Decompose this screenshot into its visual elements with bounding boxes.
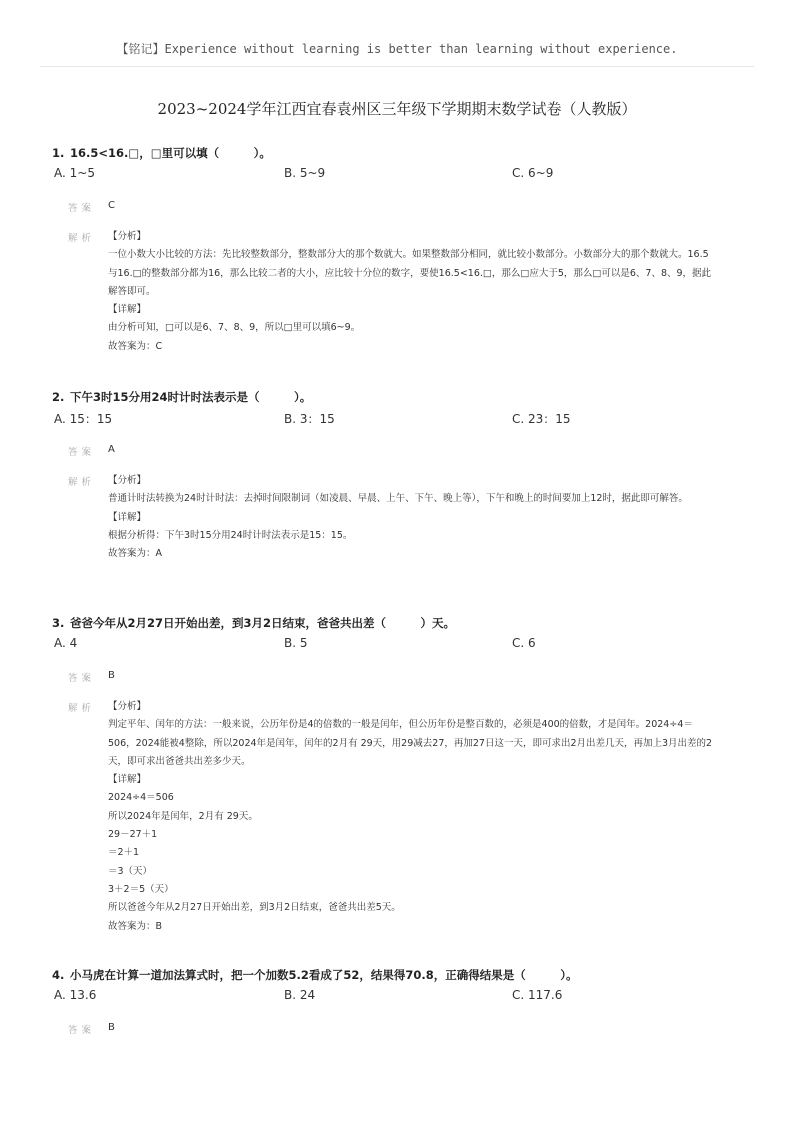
question-number: 2. bbox=[52, 390, 65, 404]
explanation-line: 2024÷4＝506 bbox=[108, 792, 174, 804]
option-c[interactable]: C. 23：15 bbox=[512, 412, 571, 426]
question-number: 4. bbox=[52, 968, 65, 982]
question-number: 3. bbox=[52, 616, 65, 630]
explanation-line: ＝3（天） bbox=[108, 865, 153, 877]
explanation-line: 所以爸爸今年从2月27日开始出差，到3月2日结束，爸爸共出差5天。 bbox=[108, 902, 401, 914]
answer-value: A bbox=[108, 444, 115, 455]
answer-label: 答案 bbox=[68, 203, 96, 214]
explanation-line: 故答案为：B bbox=[108, 920, 163, 932]
question-4 bbox=[52, 966, 752, 1038]
explanation-line: 【详解】 bbox=[108, 304, 147, 316]
option-a[interactable]: A. 4 bbox=[54, 636, 78, 650]
answer-row bbox=[52, 1022, 752, 1038]
explanation-row bbox=[52, 228, 752, 356]
explanation-line: 由分析可知，□可以是6、7、8、9，所以□里可以填6~9。 bbox=[108, 322, 361, 334]
page-title: 2023~2024学年江西宜春袁州区三年级下学期期末数学试卷（人教版） bbox=[157, 100, 637, 118]
option-c[interactable]: C. 117.6 bbox=[512, 988, 563, 1002]
explanation-label: 解析 bbox=[68, 233, 96, 244]
answer-row bbox=[52, 670, 752, 686]
option-c[interactable]: C. 6 bbox=[512, 636, 536, 650]
explanation-body bbox=[108, 472, 718, 563]
option-a[interactable]: A. 15：15 bbox=[54, 412, 113, 426]
question-text: 下午3时15分用24时计时法表示是（ ）。 bbox=[70, 390, 312, 404]
explanation-body bbox=[108, 698, 718, 936]
option-c[interactable]: C. 6~9 bbox=[512, 166, 554, 180]
explanation-label: 解析 bbox=[68, 703, 96, 714]
answer-row bbox=[52, 200, 752, 216]
question-stem bbox=[52, 966, 752, 984]
question-stem bbox=[52, 144, 752, 162]
explanation-row bbox=[52, 698, 752, 936]
explanation-line: 【详解】 bbox=[108, 511, 147, 523]
question-text: 爸爸今年从2月27日开始出差，到3月2日结束，爸爸共出差（ ）天。 bbox=[70, 616, 456, 630]
explanation-line: 【详解】 bbox=[108, 774, 147, 786]
answer-value: C bbox=[108, 200, 115, 211]
explanation-line: 故答案为：C bbox=[108, 340, 163, 352]
explanation-line: 普通计时法转换为24时计时法：去掉时间限制词（如凌晨、早晨、上午、下午、晚上等），下午和晚上的时间要加上12时，据此即可解答。 bbox=[108, 493, 688, 505]
options bbox=[52, 410, 752, 430]
options bbox=[52, 988, 752, 1008]
header-divider bbox=[40, 66, 754, 67]
motto-banner: 【铭记】Experience without learning is better than learning without experience. bbox=[116, 42, 678, 56]
question-1 bbox=[52, 144, 752, 356]
options bbox=[52, 166, 752, 186]
options bbox=[52, 636, 752, 656]
question-3 bbox=[52, 614, 752, 936]
explanation-line: 29－27＋1 bbox=[108, 829, 158, 841]
option-b[interactable]: B. 24 bbox=[284, 988, 316, 1002]
question-2 bbox=[52, 388, 752, 563]
question-stem bbox=[52, 388, 752, 406]
option-a[interactable]: A. 1~5 bbox=[54, 166, 95, 180]
explanation-line: 判定平年、闰年的方法：一般来说，公历年份是4的倍数的一般是闰年，但公历年份是整百数的，必须是400的倍数，才是闰年。2024÷4＝506，2024能被4整除，所以2024年是闰年，闰年的2月有 29天，用29减去27，再加27日这一天，即可求出2月出差几天，再加上3月出差的2天，即可求出爸爸共出差多少天。 bbox=[108, 719, 713, 767]
explanation-line: 故答案为：A bbox=[108, 548, 162, 560]
answer-value: B bbox=[108, 670, 115, 681]
option-b[interactable]: B. 5 bbox=[284, 636, 308, 650]
explanation-line: 一位小数大小比较的方法：先比较整数部分，整数部分大的那个数就大。如果整数部分相同，就比较小数部分。小数部分大的那个数就大。16.5与16.□的整数部分都为16，那么比较二者的大小，应比较十分位的数字，要使16.5<16.□，那么□应大于5，那么□可以是6、7、8、9，据此解答即可。 bbox=[108, 249, 712, 297]
explanation-body bbox=[108, 228, 718, 356]
option-b[interactable]: B. 5~9 bbox=[284, 166, 326, 180]
option-a[interactable]: A. 13.6 bbox=[54, 988, 97, 1002]
explanation-line: 【分析】 bbox=[108, 231, 147, 242]
explanation-line: ＝2＋1 bbox=[108, 847, 140, 859]
answer-row bbox=[52, 444, 752, 460]
option-b[interactable]: B. 3：15 bbox=[284, 412, 335, 426]
explanation-line: 3＋2＝5（天） bbox=[108, 883, 174, 895]
answer-label: 答案 bbox=[68, 673, 96, 684]
explanation-line: 根据分析得：下午3时15分用24时计时法表示是15：15。 bbox=[108, 529, 353, 541]
question-number: 1. bbox=[52, 146, 65, 160]
answer-value: B bbox=[108, 1022, 115, 1033]
explanation-line: 【分析】 bbox=[108, 475, 147, 486]
explanation-line: 所以2024年是闰年，2月有 29天。 bbox=[108, 810, 258, 822]
explanation-row bbox=[52, 472, 752, 563]
question-text: 16.5<16.□，□里可以填（ ）。 bbox=[70, 146, 271, 160]
explanation-label: 解析 bbox=[68, 477, 96, 488]
explanation-line: 【分析】 bbox=[108, 701, 147, 712]
answer-label: 答案 bbox=[68, 1025, 96, 1036]
answer-label: 答案 bbox=[68, 447, 96, 458]
question-text: 小马虎在计算一道加法算式时，把一个加数5.2看成了52，结果得70.8，正确得结果是（ ）。 bbox=[70, 968, 578, 982]
question-stem bbox=[52, 614, 752, 632]
